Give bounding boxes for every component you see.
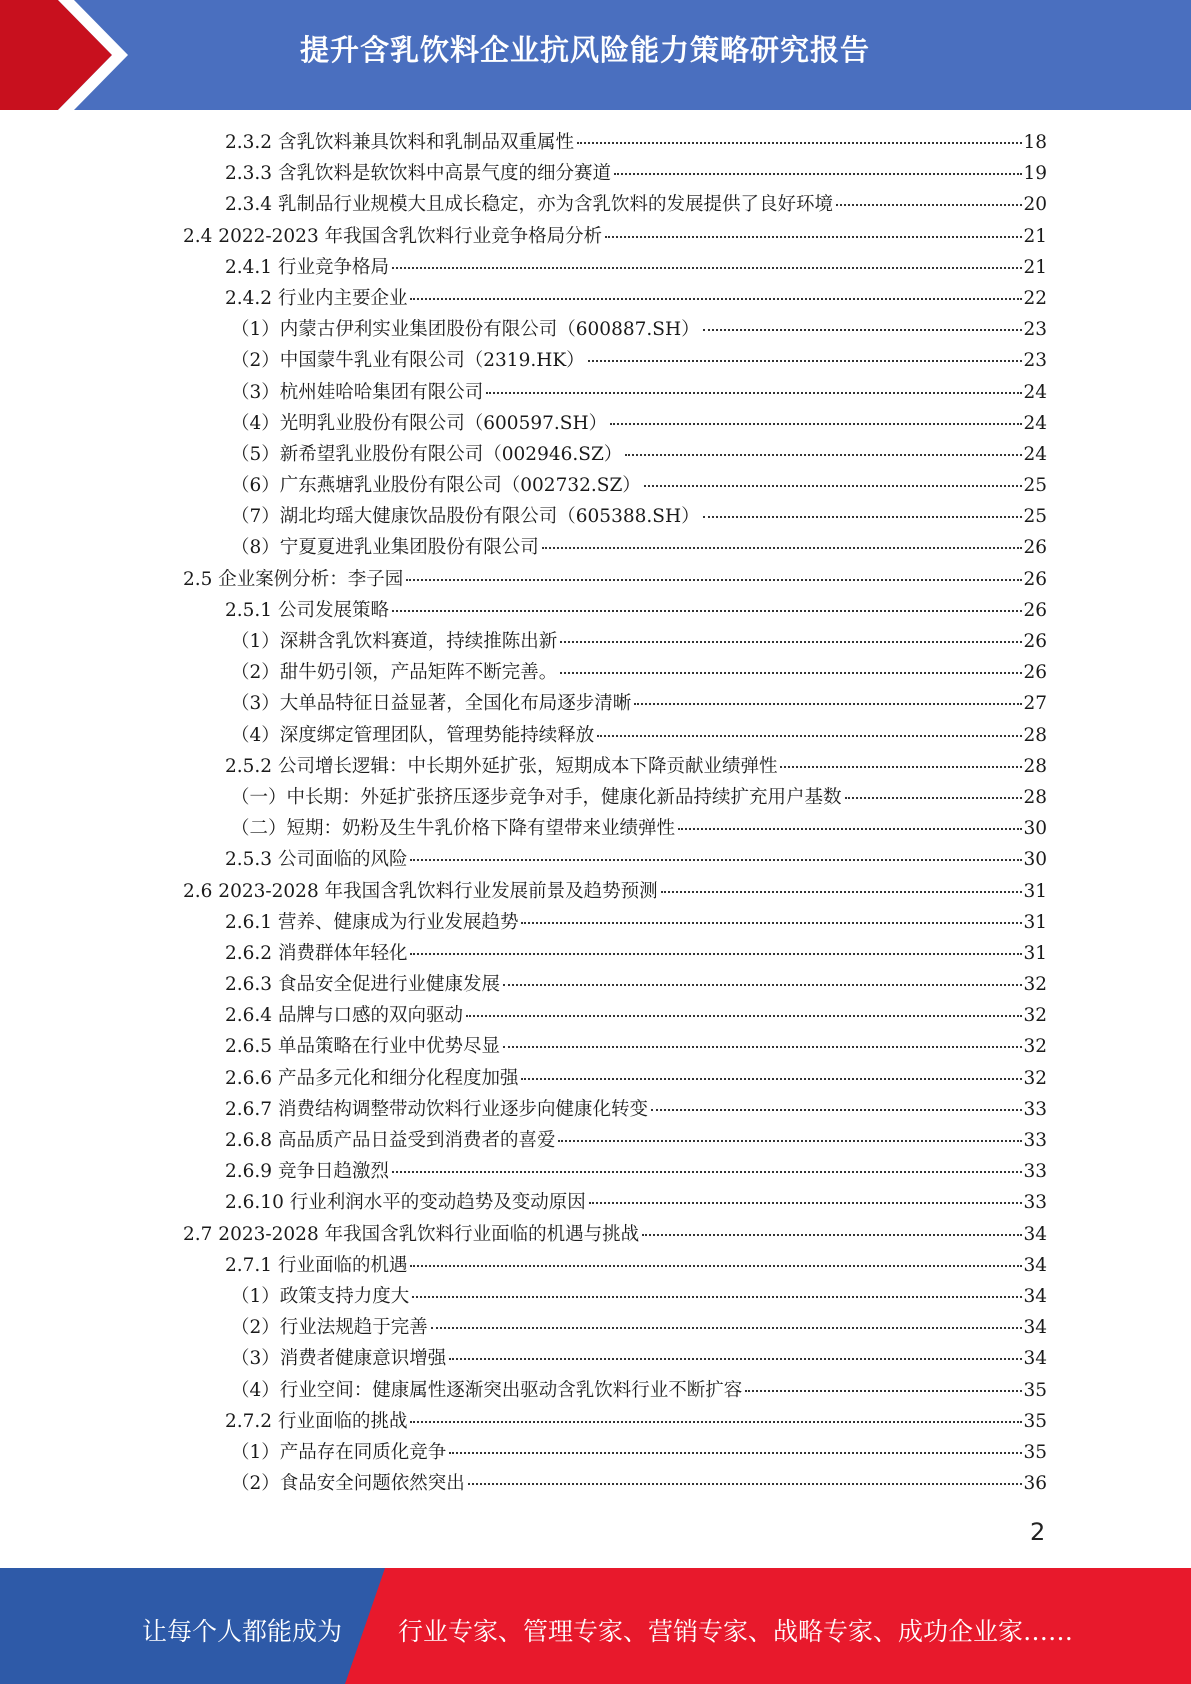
toc-entry-title: 2.6 2023-2028 年我国含乳饮料行业发展前景及趋势预测 [183,880,658,902]
toc-entry[interactable] [183,657,1047,688]
toc-entry-page: 19 [1023,163,1047,185]
header-arrow-decoration [0,0,160,110]
toc-entry-title: （4）行业空间：健康属性逐渐突出驱动含乳饮料行业不断扩容 [231,1379,743,1401]
toc-entry-title: 2.4.1 行业竞争格局 [225,256,389,278]
toc-entry[interactable] [183,938,1047,969]
toc-dot-leader [560,672,1022,674]
toc-dot-leader [577,142,1022,144]
toc-entry-page: 23 [1023,319,1047,341]
toc-dot-leader [678,828,1022,830]
toc-dot-leader [406,579,1022,581]
toc-entry-page: 34 [1023,1285,1047,1307]
toc-entry-title: 2.6.5 单品策略在行业中优势尽显 [225,1036,500,1058]
toc-dot-leader [610,423,1022,425]
toc-entry[interactable] [183,595,1047,626]
toc-entry[interactable] [183,1281,1047,1312]
toc-entry-title: （一）中长期：外延扩张挤压逐步竞争对手，健康化新品持续扩充用户基数 [231,786,842,808]
toc-dot-leader [392,1171,1022,1173]
toc-entry[interactable] [183,252,1047,283]
toc-entry[interactable] [183,189,1047,220]
toc-entry[interactable] [183,1156,1047,1187]
toc-dot-leader [431,1327,1023,1329]
toc-entry-page: 26 [1023,537,1047,559]
toc-dot-leader [560,641,1022,643]
toc-entry-title: 2.4 2022-2023 年我国含乳饮料行业竞争格局分析 [183,225,603,247]
toc-entry-page: 32 [1023,1036,1047,1058]
toc-entry-page: 33 [1023,1192,1047,1214]
toc-entry[interactable] [183,1031,1047,1062]
toc-entry[interactable] [183,1125,1047,1156]
toc-entry-title: （2）甜牛奶引领，产品矩阵不断完善。 [231,662,558,684]
toc-entry-title: 2.6.10 行业利润水平的变动趋势及变动原因 [225,1192,586,1214]
toc-dot-leader [588,360,1023,362]
toc-entry[interactable] [183,1468,1047,1499]
toc-entry-title: 2.3.4 乳制品行业规模大且成长稳定，亦为含乳饮料的发展提供了良好环境 [225,194,833,216]
toc-entry[interactable] [183,1250,1047,1281]
toc-entry[interactable] [183,1094,1047,1125]
toc-entry-title: （1）内蒙古伊利实业集团股份有限公司（600887.SH） [231,319,700,341]
toc-entry-page: 26 [1023,568,1047,590]
toc-dot-leader [745,1390,1022,1392]
toc-dot-leader [392,610,1022,612]
toc-entry-title: 2.5.2 公司增长逻辑：中长期外延扩张，短期成本下降贡献业绩弹性 [225,755,778,777]
toc-entry[interactable] [183,782,1047,813]
toc-entry-page: 34 [1023,1348,1047,1370]
toc-dot-leader [410,953,1022,955]
toc-entry-page: 24 [1023,412,1047,434]
toc-entry[interactable] [183,813,1047,844]
page-footer [0,1568,1191,1684]
toc-entry-page: 34 [1023,1317,1047,1339]
toc-entry[interactable] [183,751,1047,782]
toc-entry-page: 27 [1023,693,1047,715]
toc-entry-page: 23 [1023,350,1047,372]
toc-entry-title: （2）行业法规趋于完善 [231,1317,428,1339]
toc-entry-page: 34 [1023,1223,1047,1245]
toc-entry-title: 2.6.3 食品安全促进行业健康发展 [225,974,500,996]
toc-dot-leader [634,703,1022,705]
toc-dot-leader [468,1483,1023,1485]
toc-entry-page: 32 [1023,1005,1047,1027]
toc-entry-title: 2.6.7 消费结构调整带动饮料行业逐步向健康化转变 [225,1098,648,1120]
toc-entry-title: 2.6.9 竞争日趋激烈 [225,1161,389,1183]
toc-entry-page: 31 [1023,911,1047,933]
toc-entry-title: （6）广东燕塘乳业股份有限公司（002732.SZ） [231,475,641,497]
toc-entry-page: 30 [1023,818,1047,840]
toc-entry[interactable] [183,314,1047,345]
toc-entry-page: 31 [1023,880,1047,902]
toc-entry-page: 33 [1023,1130,1047,1151]
toc-entry[interactable] [183,1000,1047,1031]
toc-dot-leader [605,236,1022,238]
toc-entry[interactable] [183,1219,1047,1250]
footer-slogan-left: 让每个人都能成为 [142,1617,343,1646]
toc-entry-title: （3）消费者健康意识增强 [231,1348,447,1370]
toc-entry-page: 26 [1023,599,1047,621]
toc-entry-page: 18 [1023,132,1047,153]
toc-entry-title: （2）食品安全问题依然突出 [231,1473,465,1495]
toc-entry-page: 20 [1023,194,1047,216]
toc-dot-leader [521,922,1022,924]
toc-dot-leader [780,766,1022,768]
toc-dot-leader [845,797,1023,799]
toc-entry-title: 2.7.2 行业面临的挑战 [225,1410,408,1432]
toc-entry-title: 2.6.1 营养、健康成为行业发展趋势 [225,911,519,933]
toc-dot-leader [410,859,1022,861]
toc-dot-leader [542,547,1023,549]
toc-entry-page: 25 [1023,506,1047,528]
toc-entry-title: 2.5.3 公司面临的风险 [225,849,408,871]
toc-entry-title: 2.4.2 行业内主要企业 [225,287,408,309]
toc-entry-title: （1）政策支持力度大 [231,1285,410,1307]
toc-entry-page: 25 [1023,475,1047,497]
toc-entry-title: 2.6.4 品牌与口感的双向驱动 [225,1005,463,1027]
toc-entry-page: 24 [1023,443,1047,465]
toc-dot-leader [597,735,1022,737]
toc-entry-title: 2.5.1 公司发展策略 [225,599,389,621]
report-title: 提升含乳饮料企业抗风险能力策略研究报告 [300,33,871,67]
toc-entry-page: 32 [1023,974,1047,996]
toc-dot-leader [589,1202,1023,1204]
toc-entry[interactable] [183,283,1047,314]
toc-entry[interactable] [183,439,1047,470]
toc-dot-leader [410,1421,1022,1423]
toc-entry[interactable] [183,1437,1047,1468]
toc-dot-leader [703,516,1023,518]
toc-entry-title: （1）产品存在同质化竞争 [231,1441,447,1463]
toc-dot-leader [614,173,1022,175]
table-of-contents [183,127,1047,1499]
toc-entry[interactable] [183,470,1047,501]
toc-entry-title: （7）湖北均瑶大健康饮品股份有限公司（605388.SH） [231,506,700,528]
toc-entry[interactable] [183,1406,1047,1437]
toc-entry-title: （2）中国蒙牛乳业有限公司（2319.HK） [231,350,585,372]
toc-entry[interactable] [183,1187,1047,1218]
toc-dot-leader [644,485,1023,487]
toc-entry-title: （1）深耕含乳饮料赛道，持续推陈出新 [231,631,558,652]
toc-entry-page: 24 [1023,381,1047,403]
toc-entry[interactable] [183,127,1047,158]
toc-entry[interactable] [183,1343,1047,1374]
toc-entry-page: 26 [1023,662,1047,684]
toc-dot-leader [642,1234,1022,1236]
toc-dot-leader [466,1015,1022,1017]
toc-entry-title: （5）新希望乳业股份有限公司（002946.SZ） [231,443,623,465]
toc-entry-title: 2.6.6 产品多元化和细分化程度加强 [225,1067,519,1089]
toc-entry-title: （二）短期：奶粉及生牛乳价格下降有望带来业绩弹性 [231,818,676,840]
toc-entry-title: （4）光明乳业股份有限公司（600597.SH） [231,412,608,434]
toc-entry-page: 35 [1023,1379,1047,1401]
toc-entry[interactable] [183,1375,1047,1406]
toc-dot-leader [449,1452,1022,1454]
toc-entry-page: 28 [1023,786,1047,808]
toc-entry[interactable] [183,969,1047,1000]
toc-entry-title: 2.3.3 含乳饮料是软饮料中高景气度的细分赛道 [225,163,611,185]
toc-entry-title: （4）深度绑定管理团队，管理势能持续释放 [231,724,595,746]
toc-entry-title: 2.5 企业案例分析：李子园 [183,568,404,590]
toc-entry-page: 33 [1023,1161,1047,1183]
toc-entry-title: （3）杭州娃哈哈集团有限公司 [231,381,484,403]
toc-dot-leader [449,1358,1022,1360]
toc-entry-page: 35 [1023,1410,1047,1432]
toc-entry[interactable] [183,844,1047,875]
toc-entry-page: 21 [1023,225,1047,247]
toc-dot-leader [503,984,1022,986]
toc-entry-title: （8）宁夏夏进乳业集团股份有限公司 [231,537,539,559]
toc-entry[interactable] [183,345,1047,376]
toc-entry-title: 2.7.1 行业面临的机遇 [225,1254,408,1276]
toc-entry[interactable] [183,876,1047,907]
page-header [0,0,1191,110]
toc-dot-leader [486,392,1022,394]
footer-slogan-right: 行业专家、管理专家、营销专家、战略专家、成功企业家…… [398,1617,1074,1646]
toc-dot-leader [410,1265,1022,1267]
toc-dot-leader [836,204,1022,206]
toc-dot-leader [661,891,1023,893]
toc-entry[interactable] [183,626,1047,657]
toc-dot-leader [521,1078,1022,1080]
toc-entry-page: 31 [1023,942,1047,964]
toc-dot-leader [651,1109,1022,1111]
toc-entry[interactable] [183,501,1047,532]
toc-entry-title: 2.6.2 消费群体年轻化 [225,942,408,964]
toc-dot-leader [410,298,1022,300]
toc-entry-page: 28 [1023,724,1047,746]
toc-dot-leader [412,1296,1022,1298]
toc-entry-page: 28 [1023,755,1047,777]
toc-entry[interactable] [183,688,1047,719]
toc-entry[interactable] [183,564,1047,595]
toc-entry-page: 33 [1023,1098,1047,1120]
toc-entry[interactable] [183,221,1047,252]
toc-entry-title: （3）大单品特征日益显著，全国化布局逐步清晰 [231,693,632,715]
toc-dot-leader [703,329,1023,331]
toc-entry[interactable] [183,532,1047,563]
toc-entry-page: 34 [1023,1254,1047,1276]
toc-entry-page: 35 [1023,1441,1047,1463]
toc-dot-leader [392,267,1022,269]
toc-entry-page: 32 [1023,1067,1047,1089]
toc-entry-title: 2.7 2023-2028 年我国含乳饮料行业面临的机遇与挑战 [183,1223,640,1245]
toc-entry-page: 26 [1023,631,1047,652]
toc-entry[interactable] [183,1063,1047,1094]
page-number: 2 [1030,1518,1046,1546]
toc-entry-page: 22 [1023,287,1047,309]
toc-dot-leader [503,1046,1022,1048]
toc-entry[interactable] [183,408,1047,439]
toc-entry-title: 2.6.8 高品质产品日益受到消费者的喜爱 [225,1130,556,1151]
toc-entry[interactable] [183,158,1047,189]
toc-dot-leader [625,454,1022,456]
toc-dot-leader [558,1140,1022,1142]
toc-entry[interactable] [183,377,1047,408]
toc-entry-page: 21 [1023,256,1047,278]
toc-entry[interactable] [183,907,1047,938]
toc-entry-page: 30 [1023,849,1047,871]
toc-entry[interactable] [183,720,1047,751]
toc-entry-title: 2.3.2 含乳饮料兼具饮料和乳制品双重属性 [225,132,574,153]
toc-entry-page: 36 [1023,1473,1047,1495]
toc-entry[interactable] [183,1312,1047,1343]
